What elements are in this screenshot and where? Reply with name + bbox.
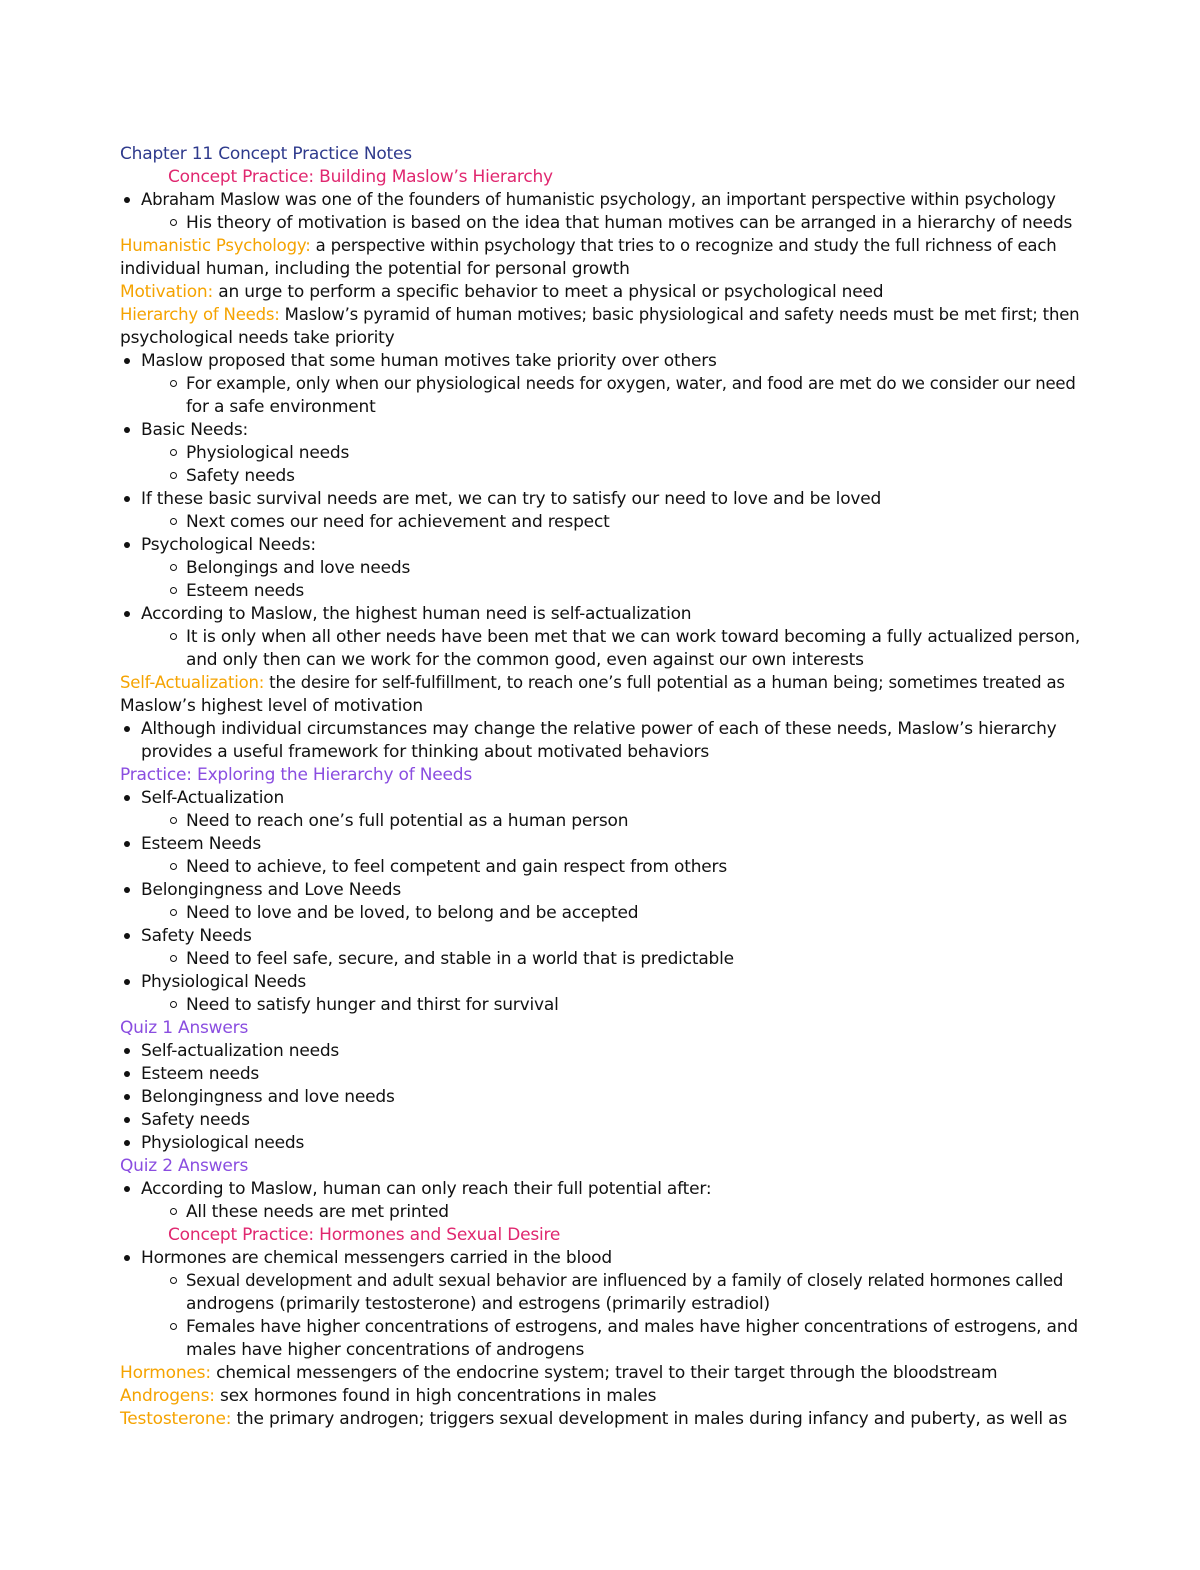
list-item: Physiological needs bbox=[141, 1133, 305, 1153]
list-item: Sexual development and adult sexual behavior are influenced by a family of closely related hormones called bbox=[186, 1271, 1064, 1290]
list-item: Self-actualization needs bbox=[141, 1041, 340, 1061]
list-item: Physiological Needs bbox=[141, 972, 307, 992]
term: Humanistic Psychology: bbox=[120, 236, 311, 255]
list-item-continued: provides a useful framework for thinking about motivated behaviors bbox=[141, 742, 709, 762]
list-item: Basic Needs: bbox=[141, 420, 249, 440]
definition: sex hormones found in high concentrations in males bbox=[214, 1386, 657, 1406]
definition-continued: psychological needs take priority bbox=[120, 328, 395, 348]
list-item: Abraham Maslow was one of the founders of humanistic psychology, an important perspective within psychology bbox=[141, 190, 1056, 209]
list-item: Although individual circumstances may change the relative power of each of these needs, Maslow’s hierarchy bbox=[141, 719, 1057, 739]
definition: a perspective within psychology that tries to o recognize and study the full richness of each bbox=[310, 236, 1057, 255]
term-definition bbox=[120, 235, 1056, 257]
definition-continued: Maslow’s highest level of motivation bbox=[120, 696, 423, 716]
list-item-continued: and only then can we work for the common good, even against our own interests bbox=[186, 650, 864, 670]
list-item: If these basic survival needs are met, we can try to satisfy our need to love and be loved bbox=[141, 489, 882, 509]
definition-continued: individual human, including the potential for personal growth bbox=[120, 259, 630, 279]
term-definition bbox=[120, 1362, 997, 1384]
list-item: Esteem Needs bbox=[141, 834, 262, 854]
list-item-continued: for a safe environment bbox=[186, 397, 376, 417]
list-item-continued: males have higher concentrations of androgens bbox=[186, 1340, 585, 1360]
definition: the primary androgen; triggers sexual development in males during infancy and puberty, as well as bbox=[231, 1409, 1068, 1429]
term-definition bbox=[120, 1385, 656, 1407]
term: Hormones: bbox=[120, 1363, 211, 1383]
list-item: Safety needs bbox=[141, 1110, 250, 1130]
list-item: Need to feel safe, secure, and stable in a world that is predictable bbox=[186, 949, 734, 969]
term: Androgens: bbox=[120, 1386, 215, 1406]
section-heading: Quiz 1 Answers bbox=[120, 1018, 249, 1038]
list-item: Maslow proposed that some human motives take priority over others bbox=[141, 351, 717, 371]
list-item: Need to love and be loved, to belong and be accepted bbox=[186, 903, 639, 923]
document-title: Chapter 11 Concept Practice Notes bbox=[120, 144, 412, 164]
list-item: According to Maslow, the highest human need is self-actualization bbox=[141, 604, 692, 624]
list-item: Belongingness and Love Needs bbox=[141, 880, 402, 900]
term: Motivation: bbox=[120, 282, 214, 302]
section-heading: Practice: Exploring the Hierarchy of Needs bbox=[120, 765, 472, 785]
definition: Maslow’s pyramid of human motives; basic physiological and safety needs must be met first; then bbox=[279, 305, 1080, 324]
list-item: According to Maslow, human can only reach their full potential after: bbox=[141, 1179, 712, 1199]
list-item: Hormones are chemical messengers carried in the blood bbox=[141, 1248, 612, 1268]
term: Hierarchy of Needs: bbox=[120, 305, 280, 324]
list-item: Safety Needs bbox=[141, 926, 252, 946]
term: Self-Actualization: bbox=[120, 673, 265, 692]
list-item-continued: androgens (primarily testosterone) and estrogens (primarily estradiol) bbox=[186, 1294, 770, 1314]
concept-practice-heading: Concept Practice: Hormones and Sexual Desire bbox=[168, 1225, 561, 1245]
section-heading: Quiz 2 Answers bbox=[120, 1156, 249, 1176]
list-item: Physiological needs bbox=[186, 443, 350, 463]
list-item: Safety needs bbox=[186, 466, 295, 486]
list-item: It is only when all other needs have been met that we can work toward becoming a fully actualized person, bbox=[186, 627, 1081, 647]
list-item: Need to reach one’s full potential as a human person bbox=[186, 811, 629, 831]
list-item: Next comes our need for achievement and respect bbox=[186, 512, 610, 532]
list-item: Need to satisfy hunger and thirst for survival bbox=[186, 995, 559, 1015]
list-item: Esteem needs bbox=[141, 1064, 260, 1084]
term-definition bbox=[120, 672, 1065, 694]
list-item: Need to achieve, to feel competent and gain respect from others bbox=[186, 857, 727, 877]
term-definition bbox=[120, 281, 883, 303]
definition: chemical messengers of the endocrine system; travel to their target through the bloodstream bbox=[210, 1363, 998, 1383]
term: Testosterone: bbox=[120, 1409, 232, 1429]
list-item: Esteem needs bbox=[186, 581, 305, 601]
term-definition bbox=[120, 1408, 1067, 1430]
list-item: Females have higher concentrations of estrogens, and males have higher concentrations of estrogens, and bbox=[186, 1317, 1078, 1337]
term-definition bbox=[120, 304, 1079, 326]
list-item: His theory of motivation is based on the idea that human motives can be arranged in a hierarchy of needs bbox=[186, 213, 1073, 233]
definition: an urge to perform a specific behavior to meet a physical or psychological need bbox=[213, 282, 884, 302]
list-item: Belongings and love needs bbox=[186, 558, 411, 578]
list-item: Psychological Needs: bbox=[141, 535, 316, 555]
list-item: All these needs are met printed bbox=[186, 1202, 449, 1222]
list-item: Self-Actualization bbox=[141, 788, 285, 808]
list-item: For example, only when our physiological needs for oxygen, water, and food are met do we consider our need bbox=[186, 374, 1076, 393]
concept-practice-heading: Concept Practice: Building Maslow’s Hierarchy bbox=[168, 167, 553, 187]
definition: the desire for self-fulfillment, to reach one’s full potential as a human being; sometimes treated as bbox=[264, 673, 1065, 692]
list-item: Belongingness and love needs bbox=[141, 1087, 395, 1107]
